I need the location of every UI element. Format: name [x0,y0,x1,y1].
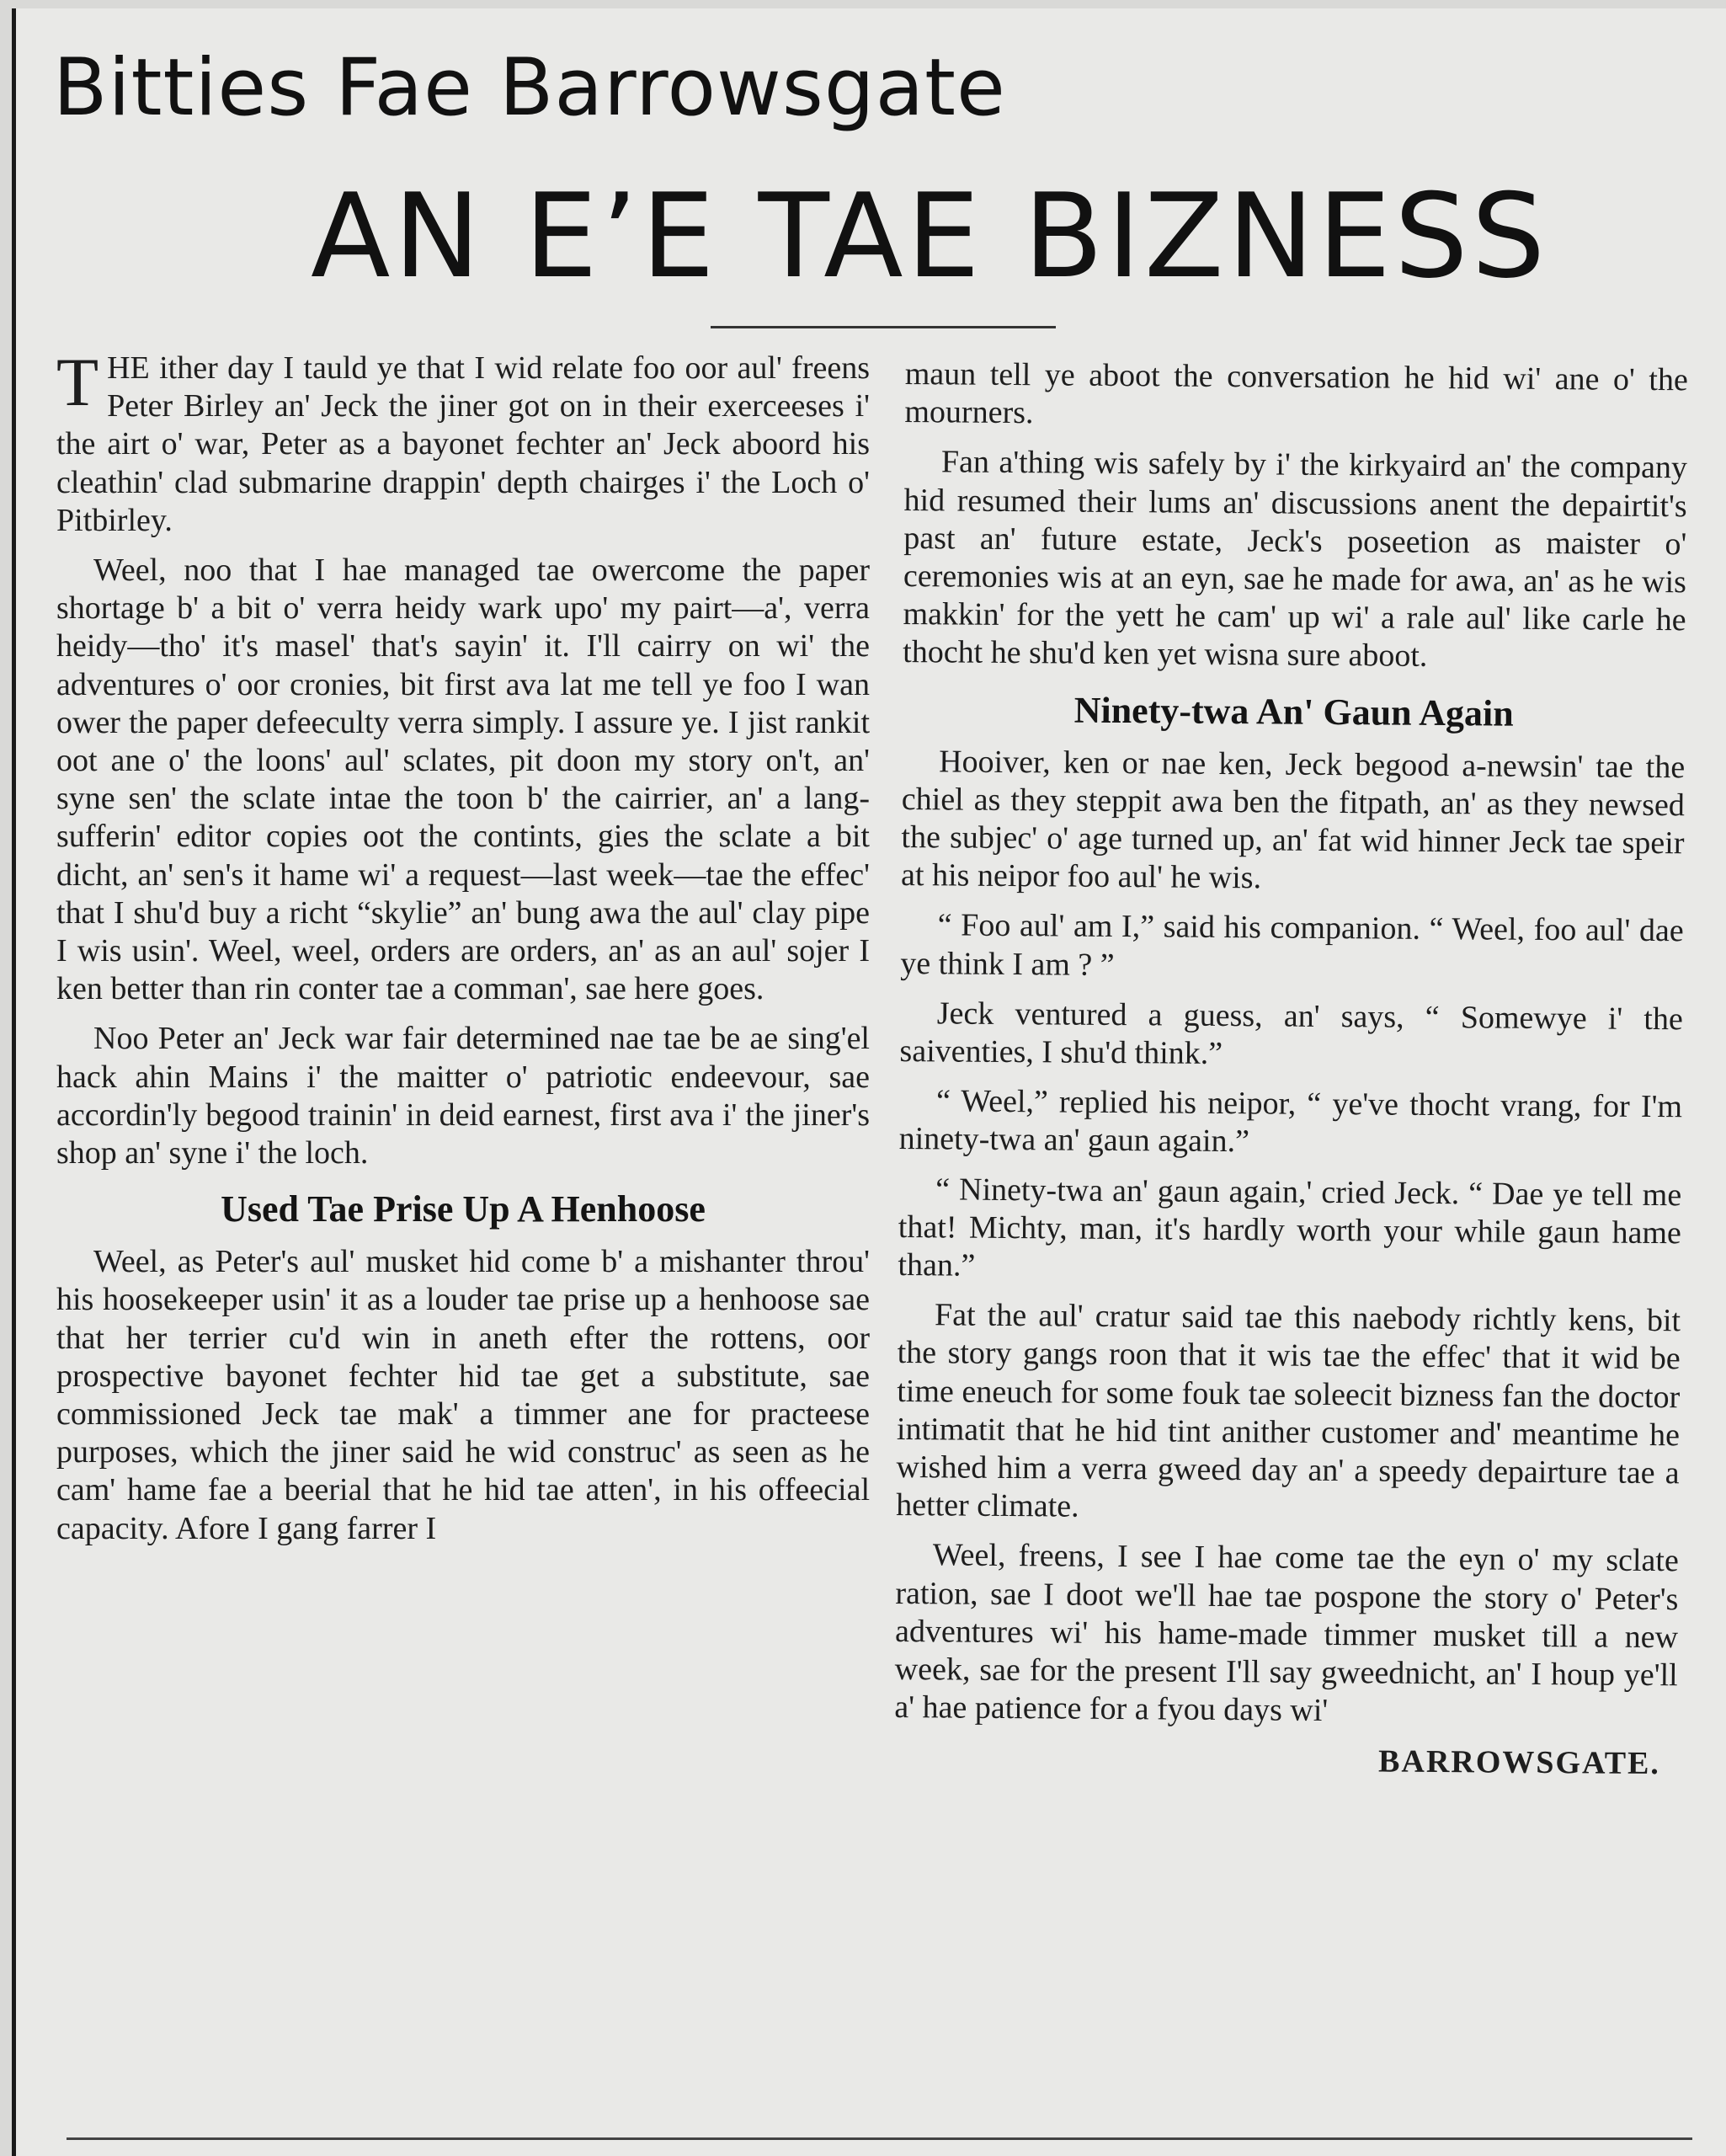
paragraph: Fan a'thing wis safely by i' the kirkyaird an' the company hid resumed their lums an' discussions anent the depairtit's past an' future estate, Jeck's poseetion as maister o' ceremonies wis at an eyn, sae he made for awa, an' as he wis makkin' for the yett he cam' up wi' a rale aul' like carle he thocht he shu'd ken yet wisna sure aboot. [903,444,1688,675]
paragraph: Hooiver, ken or nae ken, Jeck begood a-newsin' tae the chiel as they steppit awa ben the fitpath, an' as they newsed the subjec' o' age turned up, an' fat wid hinner Jeck tae speir at his neipor foo aul' he wis. [900,743,1686,896]
paragraph: “ Foo aul' am I,” said his companion. “ Weel, foo aul' dae ye think I am ? ” [900,907,1684,983]
paragraph-text: HE ither day I tauld ye that I wid relate foo oor aul' freens Peter Birley an' Jeck the jiner got on in their exerceeses i' the airt o' war, Peter as a bayonet fechter an' Jeck aboord his cleathin' clad submarine drappin' depth chairges i' the Loch o' Pitbirley. [56,350,870,538]
column-kicker: Bitties Fae Barrowsgate [53,42,1006,134]
right-column [894,355,1688,1783]
paragraph: “ Weel,” replied his neipor, “ ye've thocht vrang, for I'm ninety-twa an' gaun again.” [898,1083,1683,1160]
paragraph: Jeck ventured a guess, an' says, “ Somewye i' the saiventies, I shu'd think.” [899,995,1684,1072]
paragraph: “ Ninety-twa an' gaun again,' cried Jeck. “ Dae ye tell me that! Michty, man, it's hardly worth your while gaun hame than.” [898,1171,1682,1283]
paragraph: Weel, as Peter's aul' musket hid come b' a mishanter throu' his hoosekeeper usin' it as a louder tae prise up a henhoose sae that her terrier cu'd win in aneth efter the rottens, oor prospective bayonet fechter hid tae get a substitute, sae commissioned Jeck tae mak' a timmer ane for practeese purposes, which the jiner said he wid construc' as seen as he cam' hame fae a beerial that he hid tae atten', in his offeecial capacity. Afore I gang farrer I [56,1244,870,1546]
left-column [56,344,870,1560]
author-signature: BARROWSGATE. [1377,1742,1661,1781]
paragraph: Weel, freens, I see I hae come tae the eyn o' my sclate ration, sae I doot we'll hae tae pospone the story o' Peter's adventures wi' his hame-made timmer musket till a new week, sae for the present I'll say gweednicht, an' I houp ye'll a' hae patience for a fyou days wi' [894,1537,1679,1729]
headline: AN E’E TAE BIZNESS [311,168,1549,304]
paragraph: maun tell ye aboot the conversation he hid wi' ane o' the mourners. [904,355,1688,431]
paragraph [56,344,870,540]
bottom-rule [67,2137,1692,2140]
headline-rule [711,326,1056,328]
subheading: Used Tae Prise Up A Henhoose [221,1188,706,1230]
newspaper-clipping [12,8,1726,2156]
paragraph: Fat the aul' cratur said tae this naebody richtly kens, bit the story gangs roon that it wis tae the effec' that it wid be time eneuch for some fouk tae soleecit bizness fan the doctor intimatit that he hid tint anither customer and' meantime he wished him a verra gweed day an' a speedy depairture tae a hetter climate. [896,1297,1681,1524]
paragraph: Weel, noo that I hae managed tae owercome the paper shortage b' a bit o' verra heidy wark upo' my pairt—a', verra heidy—tho' it's masel' that's sayin' it. I'll cairry on wi' the adventures o' oor cronies, bit first ava lat me tell ye foo I wan ower the paper defeeculty verra simply. I assure ye. I jist rankit oot ane o' the loons' aul' sclates, pit doon my story on't, an' syne sen' the sclate intae the toon b' the cairrier, an' a lang-sufferin' editor copies oot the contints, gies the sclate a bit dicht, an' sen's it hame wi' a request—last week—tae the effec' that I shu'd buy a richt “skylie” an' bung awa the aul' clay pipe I wis usin'. Weel, weel, orders are orders, an' as an aul' sojer I ken better than rin conter tae a comman', sae here goes. [56,552,870,1007]
drop-cap: T [56,344,99,420]
subheading: Ninety-twa An' Gaun Again [1073,689,1514,734]
paragraph: Noo Peter an' Jeck war fair determined nae tae be ae sing'el hack ahin Mains i' the maitter o' patriotic endeevour, sae accordin'ly begood trainin' in deid earnest, first ava i' the jiner's shop an' syne i' the loch. [56,1021,870,1171]
